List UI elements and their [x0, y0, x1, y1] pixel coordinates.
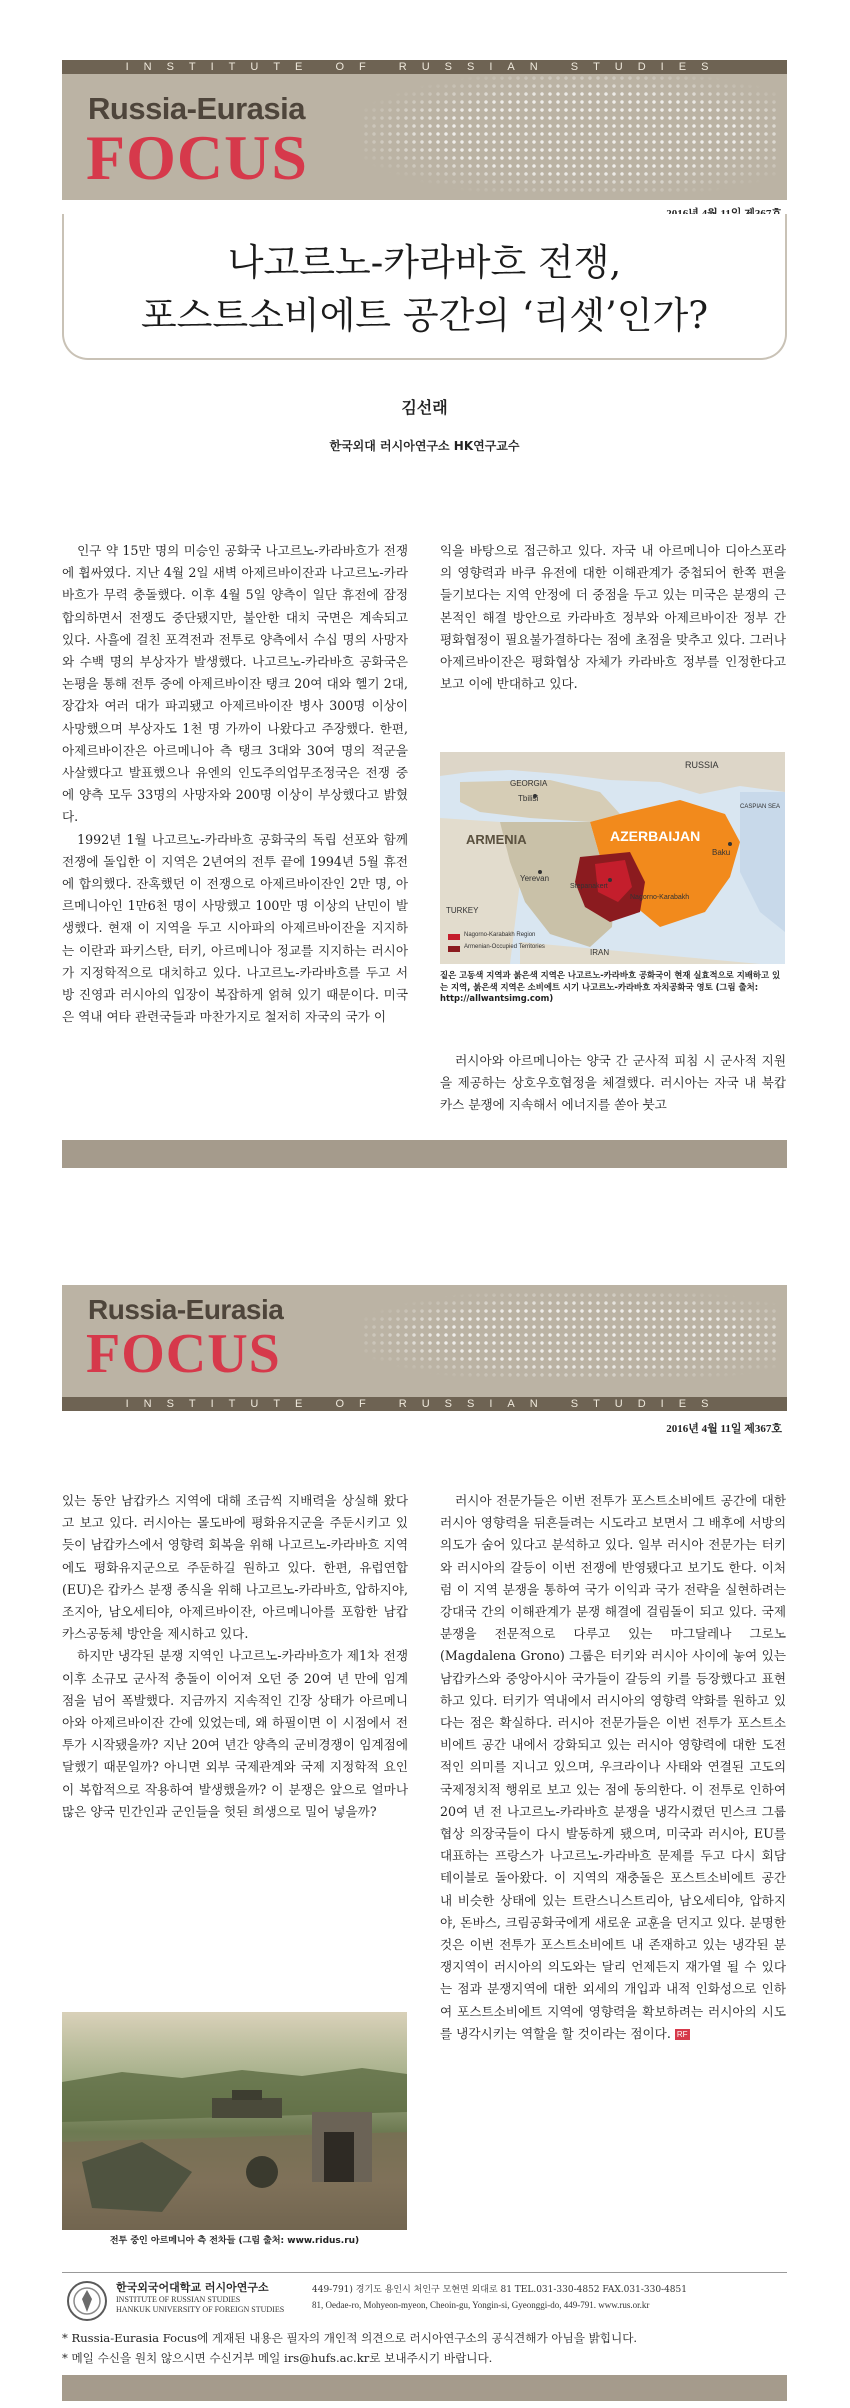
battle-photo — [62, 2012, 407, 2230]
title-box — [62, 214, 787, 360]
footer-unsubscribe-note: * 메일 수신을 원치 않으시면 수신거부 메일 irs@hufs.ac.kr로 보내주시기 바랍니다. — [62, 2351, 493, 2365]
map-label-georgia: GEORGIA — [510, 779, 548, 788]
map-label-yerevan: Yerevan — [520, 874, 550, 883]
map-label-tbilisi: Tbilisi — [518, 794, 539, 803]
footer-org-en1: INSTITUTE OF RUSSIAN STUDIES — [116, 2295, 241, 2304]
page1-right-column-bottom — [440, 1050, 786, 1120]
page1-right-column-top — [440, 540, 786, 738]
page1-footer-band — [62, 1140, 787, 1168]
author-name: 김선래 — [401, 398, 448, 417]
world-map-graphic — [362, 74, 777, 194]
wheel — [246, 2156, 278, 2188]
footer-org-kr: 한국외국어대학교 러시아연구소 — [116, 2281, 269, 2294]
page2-footer-band — [62, 2375, 787, 2401]
brand-name: Russia-Eurasia — [88, 91, 305, 126]
institute-strip-page2: INSTITUTE OF RUSSIAN STUDIES — [62, 1397, 787, 1411]
legend-swatch-occupied — [448, 946, 460, 952]
paragraph: 1992년 1월 나고르노-카라바흐 공화국의 독립 선포와 함께 전쟁에 돌입한 이 지역은 2년여의 전투 끝에 1994년 5월 휴전에 합의했다. 잔혹했던 이 전쟁으로 아제르바이잔인 2만 명, 아르메니아인 1만6천 명이 사망했고 100만 명 이상의 난민이 발생했다. 현재 이 지역을 두고 시아파의 아제르바이잔을 지지하는 이란과 파키스탄, 터키, 아르메니아 정교를 지지하는 러시아가 지정학적으로 대치하고 있다. 나고르노-카라바흐를 두고 서방 진영과 러시아의 입장이 복잡하게 얽혀 있기 때문이다. 미국은 역내 여타 관련국들과 마찬가지로 철저히 자국의 국가 이 — [62, 831, 408, 1025]
end-mark: RF — [676, 2029, 688, 2039]
photo-caption: 전투 중인 아르메니아 측 전차들 (그림 출처: www.ridus.ru) — [109, 2236, 360, 2246]
paragraph — [440, 1490, 786, 2045]
footer-disclaimer: * Russia-Eurasia Focus에 게재된 내용은 필자의 개인적 의견으로 러시아연구소의 공식견해가 아님을 밝힙니다. — [62, 2331, 638, 2345]
world-map-graphic — [362, 1291, 777, 1381]
map-label-baku: Baku — [712, 848, 731, 857]
map-label-stepanakert: Stepanakert — [570, 883, 608, 890]
map-label-nagorno: Nagorno-Karabakh — [630, 894, 690, 901]
tank-body — [212, 2098, 282, 2118]
paragraph: 인구 약 15만 명의 미승인 공화국 나고르노-카라바흐가 전쟁에 휩싸였다. 지난 4월 2일 새벽 아제르바이잔과 나고르노-카라바흐가 무력 충돌했다. 이후 4월 5일 양측이 일단 휴전에 잠정 합의하면서 전쟁도 중단됐지만, 불안한 대치 국면은 계속되고 있다. 사흘에 걸친 포격전과 전투로 양측에서 수십 명의 사망자와 수백 명의 부상자가 발생했다. 나고르노-카라바흐 공화국은 논평을 통해 전투 중에 아제르바이잔 탱크 20여 대와 헬기 2대, 장갑차 여러 대가 파괴됐고 아제르바이잔 병사 300명 이상이 사망했으며 부상자도 1천 명 가까이 나왔다고 주장했다. 한편, 아제르바이잔은 아르메니아 측 탱크 3대와 30여 명의 적군을 사살했다고 발표했으나 유엔의 인도주의업무조정국은 전쟁 중에 양측 모두 33명의 사망자와 200명 이상이 부상했다고 밝혔다. — [62, 543, 408, 825]
city-dot-stepanakert — [608, 878, 612, 882]
institute-strip: INSTITUTE OF RUSSIAN STUDIES — [62, 60, 787, 74]
tank-turret — [232, 2090, 262, 2100]
map-label-azerbaijan: AZERBAIJAN — [610, 828, 701, 844]
map-legend-occupied: Armenian-Occupied Territories — [464, 944, 545, 950]
issue-date-page2: 2016년 4월 11일 제367호 — [666, 1423, 782, 1435]
footer-org-en2: HANKUK UNIVERSITY OF FOREIGN STUDIES — [116, 2305, 285, 2314]
brand-focus-page2: FOCUS — [86, 1323, 281, 1385]
footer-address-kr: 449-791) 경기도 용인시 처인구 모현면 외대로 81 TEL.031-330-4852 FAX.031-330-4851 — [312, 2285, 687, 2295]
emblem-svg — [66, 2280, 108, 2322]
map-legend-region: Nagorno-Karabakh Region — [464, 932, 536, 938]
author-affiliation: 한국외대 러시아연구소 HK연구교수 — [329, 439, 520, 453]
article-title-line1: 나고르노-카라바흐 전쟁, — [227, 241, 622, 284]
brand-focus: FOCUS — [86, 122, 308, 193]
paragraph-text: 러시아 전문가들은 이번 전투가 포스트소비에트 공간에 대한 러시아 영향력을 뒤흔들려는 시도라고 보면서 그 배후에 서방의 의도가 숨어 있다고 분석하고 있다. 일부 러시아 전문가는 터키와 러시아의 갈등이 이번 전쟁에 반영됐다고 보기도 한다. 이처럼 이 지역 분쟁을 통하여 국가 이익과 국가 전략을 실현하려는 강대국 간의 이해관계가 분쟁 해결에 걸림돌이 되고 있다. 국제분쟁을 전문적으로 다루고 있는 마그달레나 그로노(Magdalena Grono) 그룹은 터키와 러시아 사이에 놓여 있는 남캅카스와 중앙아시아 국가들이 갈등의 키를 등장했다고 표현하고 있다. 터키가 역내에서 러시아의 영향력 약화를 원하고 있다는 점은 확실하다. 러시아 전문가들은 이번 전투가 포스트소비에트 공간 내에서 강화되고 있는 러시아 영향력에 대한 도전적인 의미를 지니고 있으며, 우크라이나 사태와 연결된 고도의 국제정치적 행위로 보고 있는 점에 동의한다. 이 전투로 인하여 20여 년 전 나고르노-카라바흐 분쟁을 냉각시켰던 민스크 그룹 협상 의장국들이 다시 발동하게 됐으며, 미국과 러시아, EU를 대표하는 프랑스가 나고르노-카라바흐 문제를 두고 다시 회담 테이블로 돌아왔다. 이 지역의 재충돌은 포스트소비에트 공간 내 비슷한 상태에 있는 트란스니스트리아, 남오세티야, 압하지야, 돈바스, 크림공화국에게 새로운 교훈을 던지고 있다. 분명한 것은 이번 전투가 포스트소비에트 내 존재하고 있는 냉각된 분쟁지역이 러시아의 의도와는 달리 언제든지 재가열 될 수 있다는 점과 분쟁지역에 대한 외세의 개입과 내적 인화성으로 인하여 포스트소비에트 지역에 영향력을 확보하려는 러시아의 시도를 냉각시키는 역할을 할 것이라는 점이다. — [440, 1493, 786, 2041]
footer-rule — [62, 2272, 787, 2273]
paragraph: 익을 바탕으로 접근하고 있다. 자국 내 아르메니아 디아스포라의 영향력과 바쿠 유전에 대한 이해관계가 중첩되어 한쪽 편을 들기보다는 지역 안정에 더 중점을 두고 있는 미국은 분쟁의 근본적인 해결 방안으로 카라바흐 정부와 아제르바이잔 정부 간 평화협정이 필요불가결하다는 점에 초점을 맞추고 있다. 그러나 아제르바이잔은 평화협상 자체가 카라바흐 정부를 인정한다고 보고 이에 반대하고 있다. — [440, 543, 786, 692]
photo-svg — [62, 2012, 407, 2230]
map-label-turkey: TURKEY — [446, 906, 479, 915]
paragraph: 있는 동안 남캅카스 지역에 대해 조금씩 지배력을 상실해 왔다고 보고 있다. 러시아는 몰도바에 평화유지군을 주둔시키고 있듯이 남캅카스에서 영향력 회복을 위해 나고르노-카라바흐 지역에도 평화유지군으로 주둔하길 원하고 있다. 한편, 유럽연합(EU)은 캅카스 분쟁 종식을 위해 나고르노-카라바흐, 압하지야, 조지아, 남오세티야, 아제르바이잔, 아르메니아를 포함한 남캅카스공동체 방안을 제시하고 있다. — [62, 1493, 408, 1642]
legend-swatch-region — [448, 934, 460, 940]
map-label-caspian: CASPIAN SEA — [740, 804, 781, 810]
institute-emblem-icon — [66, 2280, 108, 2322]
map-label-armenia: ARMENIA — [466, 832, 527, 847]
page1-left-column — [62, 540, 408, 1070]
page2-right-column — [440, 1490, 786, 2260]
map-label-russia: RUSSIA — [685, 760, 719, 770]
brand-name-page2: Russia-Eurasia — [88, 1294, 284, 1325]
footer-address-en: 81, Oedae-ro, Mohyeon-myeon, Cheoin-gu, Yongin-si, Gyeonggi-do, 449-791. www.rus.or.kr — [312, 2300, 650, 2310]
paragraph: 러시아와 아르메니아는 양국 간 군사적 피침 시 군사적 지원을 제공하는 상호우호협정을 체결했다. 러시아는 자국 내 북캅카스 분쟁에 지속해서 에너지를 쏟아 붓고 — [440, 1053, 786, 1113]
article-title-line2: 포스트소비에트 공간의 ‘리셋’인가? — [140, 294, 709, 337]
city-dot-baku — [728, 842, 732, 846]
structure-opening — [324, 2132, 354, 2182]
map-label-iran: IRAN — [590, 948, 610, 957]
map-caption: 짙은 고동색 지역과 붉은색 지역은 나고르노-카라바흐 공화국이 현재 실효적으로 지배하고 있는 지역, 붉은색 지역은 소비에트 시기 나고르노-카라바흐 자치공화국 영토 (그림 출처: http://allwantsimg.com) — [440, 970, 781, 1003]
caucasus-map — [440, 752, 785, 964]
paragraph: 하지만 냉각된 분쟁 지역인 나고르노-카라바흐가 제1차 전쟁 이후 소규모 군사적 충돌이 이어져 오던 중 20여 년 만에 임계점을 넘어 폭발했다. 지금까지 지속적인 긴장 상태가 아르메니아와 아제르바이잔 간에 있었는데, 왜 하필이면 이 시점에서 전투가 시작됐을까? 지난 20여 년간 양측의 군비경쟁이 임계점에 달했기 때문일까? 아니면 외부 국제관계와 국제 지정학적 요인이 복합적으로 작용하여 발생했을까? 이 분쟁은 앞으로 얼마나 많은 양국 민간인과 군인들을 헛된 희생으로 밀어 넣을까? — [62, 1648, 408, 1819]
page2-left-column — [62, 1490, 408, 2000]
